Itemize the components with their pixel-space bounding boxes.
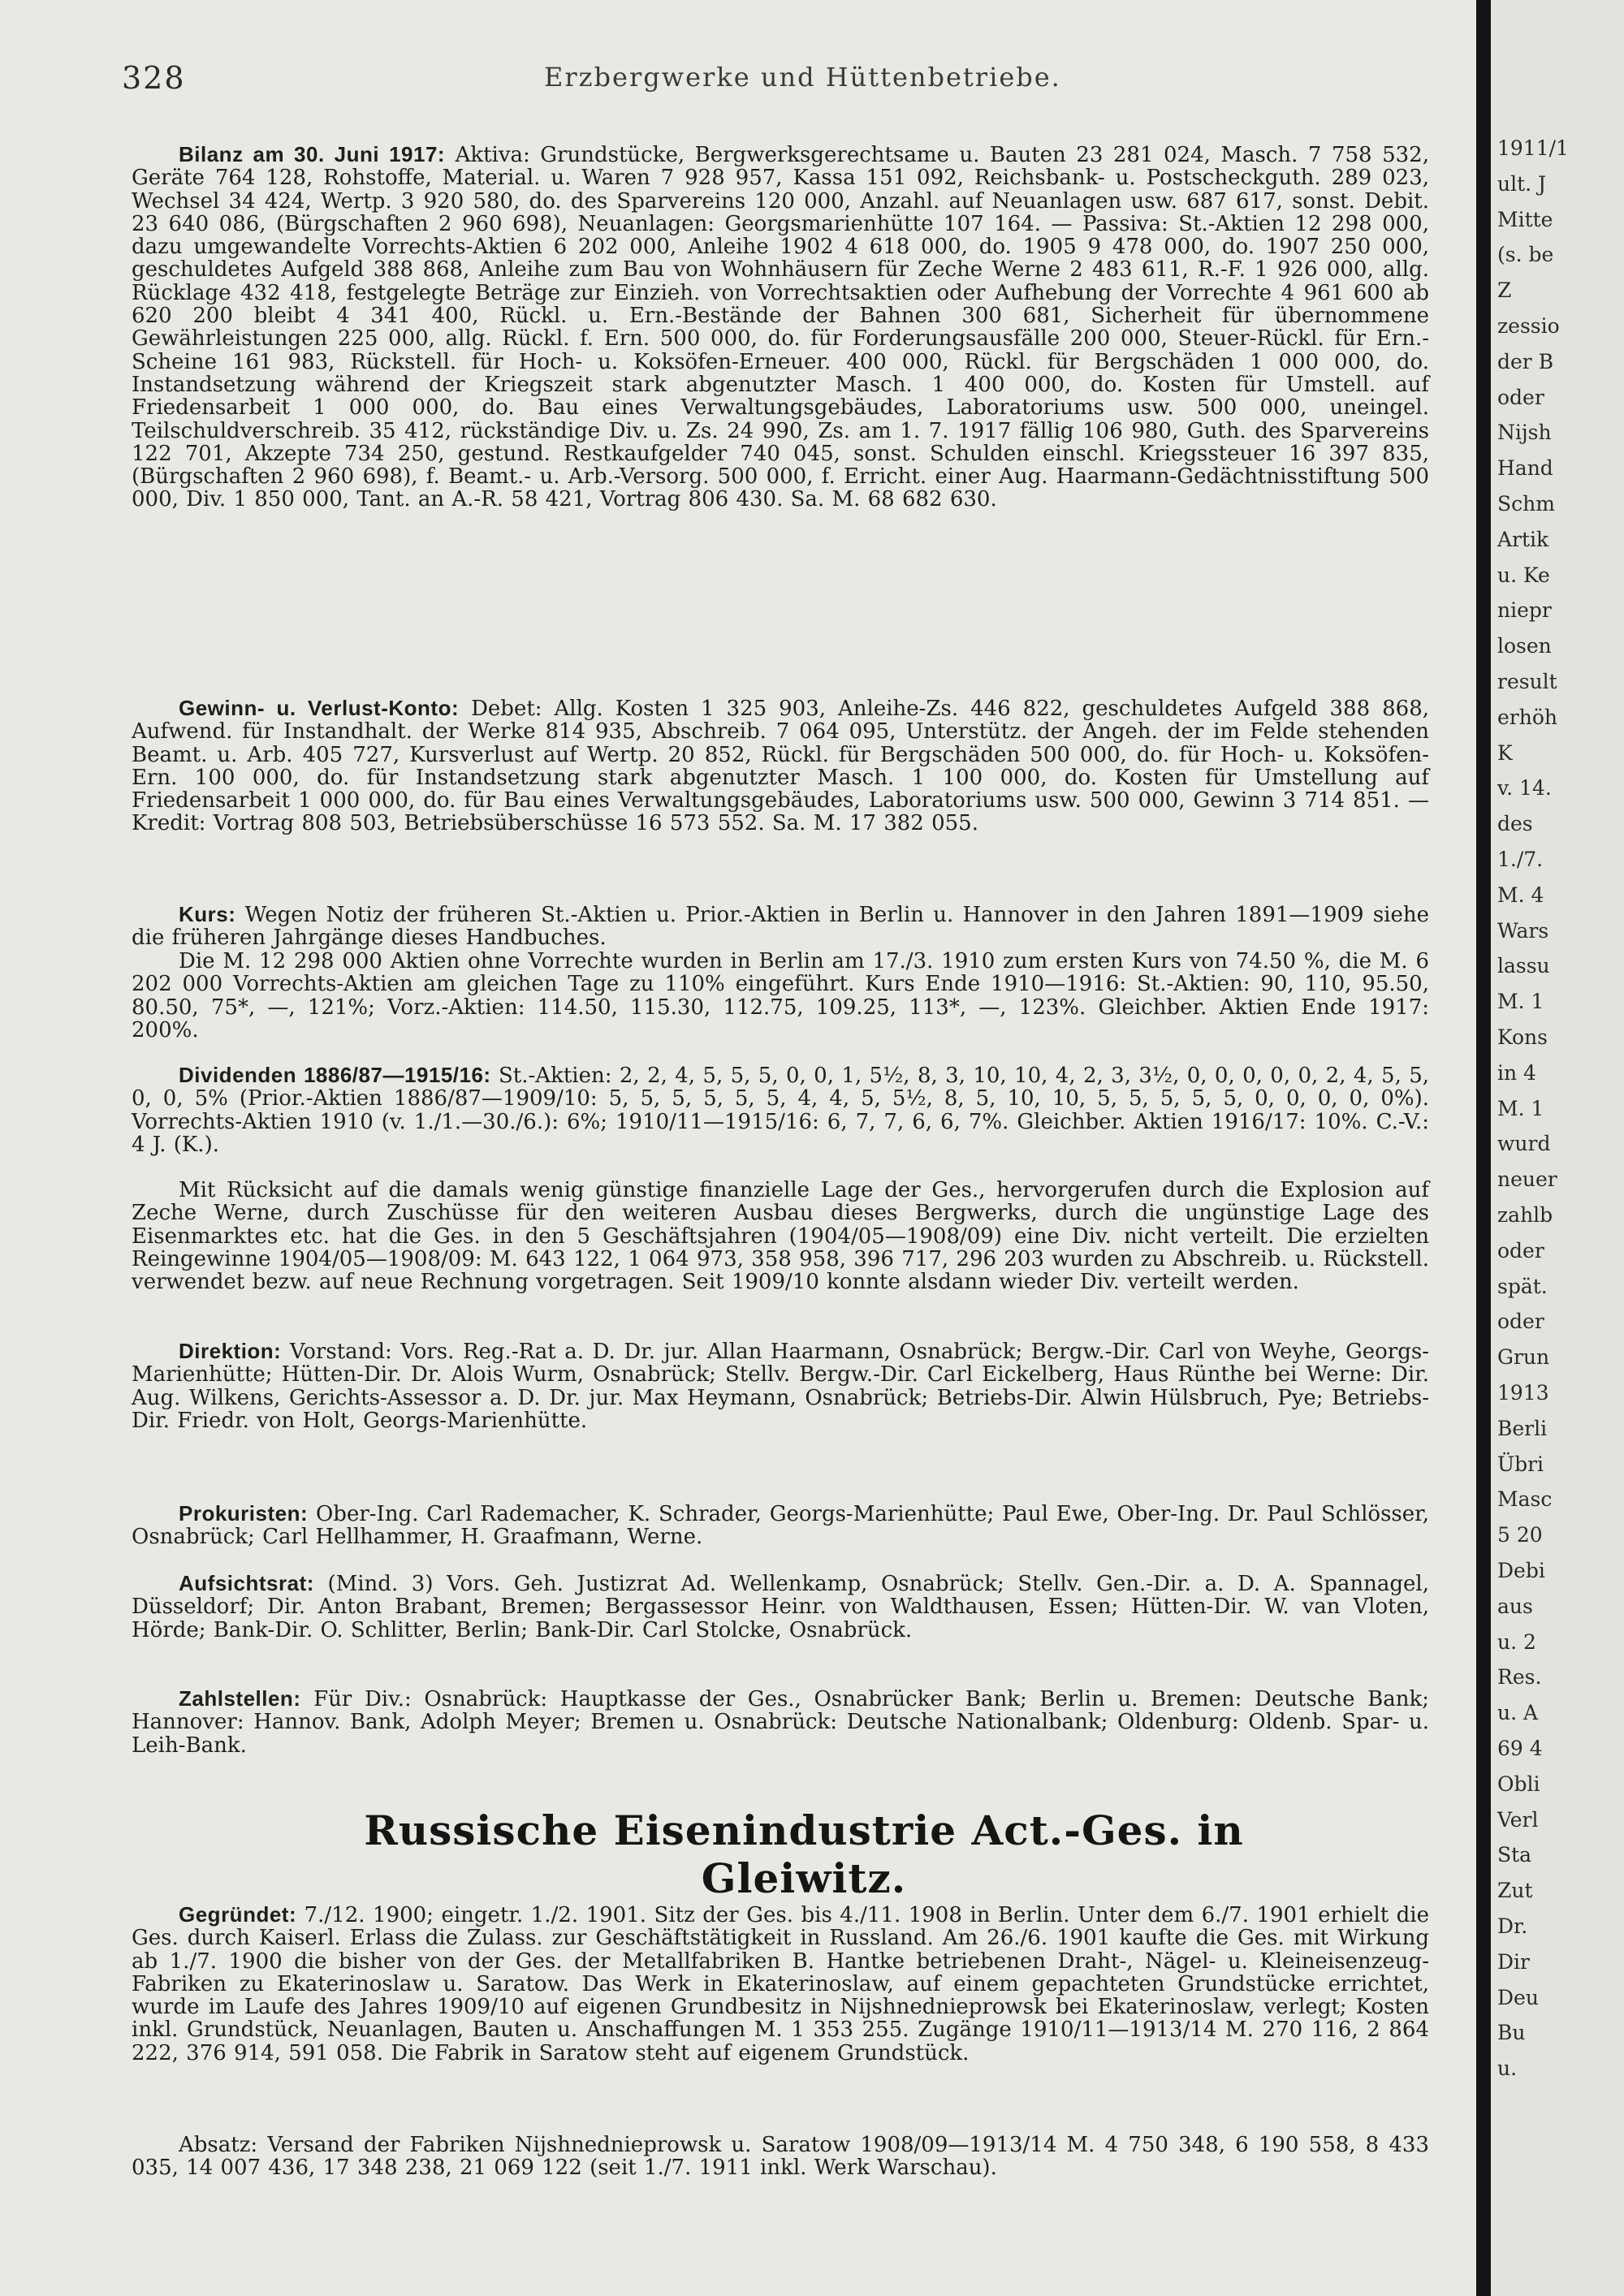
adjacent-page-fragment: Res. — [1497, 1665, 1542, 1689]
adjacent-page-fragment: losen — [1497, 634, 1552, 658]
adjacent-page-fragment: u. 2 — [1497, 1630, 1536, 1654]
adjacent-page-fragment: Zut — [1497, 1879, 1533, 1902]
adjacent-page-fragment: u. A — [1497, 1701, 1539, 1724]
direktion-paragraph — [132, 1340, 1429, 1432]
page-gutter-divider — [1476, 0, 1491, 2296]
adjacent-page-fragment: Schm — [1497, 492, 1555, 516]
adjacent-page-fragment: wurd — [1497, 1132, 1551, 1155]
gewinn-verlust-paragraph — [132, 697, 1429, 835]
adjacent-page-fragment: Mitte — [1497, 208, 1553, 231]
adjacent-page-fragment: Wars — [1497, 919, 1549, 943]
adjacent-page-fragment: ult. J — [1497, 172, 1547, 196]
adjacent-page-fragment: der B — [1497, 350, 1554, 373]
aufsichtsrat-paragraph — [132, 1572, 1429, 1642]
kurs-paragraph — [132, 903, 1429, 950]
gewinn-verlust-text: Debet: Allg. Kosten 1 325 903, Anleihe-Zs. 446 822, geschuldetes Aufgeld 388 868, Aufwend. für Instandhalt. der Werke 814 935, Abschreib. 7 064 095, Unterstütz. der Angeh. der im Felde stehenden Beamt. u. Arb. 405 727, Kursverlust auf Wertp. 20 852, Rückl. für Bergschäden 500 000, do. für Hoch- u. Koksöfen-Ern. 100 000, do. für Instandsetzung stark abgenutzter Masch. 1 100 000, do. Kosten für Umstellung auf Friedensarbeit 1 000 000, do. für Bau eines Verwaltungsgebäudes, Laboratoriums usw. 500 000, Gewinn 3 714 851. — Kredit: Vortrag 808 503, Betriebsüberschüsse 16 573 552. Sa. M. 17 382 055. — [132, 697, 1429, 836]
absatz-paragraph — [132, 2134, 1429, 2180]
aufsichtsrat-heading: Aufsichtsrat: — [179, 1571, 314, 1595]
adjacent-page-fragment: result — [1497, 670, 1557, 693]
adjacent-page-fragment: Obli — [1497, 1772, 1540, 1796]
adjacent-page-fragment: u. — [1497, 2056, 1518, 2080]
adjacent-page-fragment: 5 20 — [1497, 1523, 1543, 1547]
adjacent-page-fragment: neuer — [1497, 1167, 1557, 1191]
adjacent-page-fragment: Hand — [1497, 456, 1553, 480]
bilanz-paragraph — [132, 143, 1429, 511]
kurs-text: Wegen Notiz der früheren St.-Aktien u. Prior.-Aktien in Berlin u. Hannover in den Jahren 1891—1909 siehe die früheren Jahrgänge dieses Handbuches. — [132, 903, 1429, 951]
gewinn-verlust-heading: Gewinn- u. Verlust-Konto: — [179, 696, 460, 720]
dividenden-text: St.-Aktien: 2, 2, 4, 5, 5, 5, 0, 0, 1, 5½, 8, 3, 10, 10, 4, 2, 3, 3½, 0, 0, 0, 0, 0, 2, 4, 5, 5, 0, 0, 5% (Prior.-Aktien 1886/87—1909/10: 5, 5, 5, 5, 5, 5, 4, 4, 5, 5½, 8, 5, 10, 10, 5, 5, 5, 5, 5, 0, 0, 0, 0, 0%). Vorrechts-Aktien 1910 (v. 1./1.—30./6.): 6%; 1910/11—1915/16: 6, 7, 7, 6, 6, 7%. Gleichber. Aktien 1916/17: 10%. C.-V.: 4 J. (K.). — [132, 1064, 1430, 1157]
adjacent-page-fragment: niepr — [1497, 598, 1552, 622]
zahlstellen-heading: Zahlstellen: — [179, 1686, 301, 1711]
adjacent-page-fragment: Verl — [1497, 1808, 1539, 1832]
adjacent-page-fragment: oder — [1497, 386, 1544, 409]
kurs-details-paragraph — [132, 950, 1429, 1042]
adjacent-page-fragment: Z — [1497, 278, 1512, 302]
adjacent-page-fragment: 69 4 — [1497, 1737, 1543, 1760]
adjacent-page-fragment: Artik — [1497, 528, 1549, 551]
adjacent-page-fragment: K — [1497, 741, 1513, 765]
direktion-heading: Direktion: — [179, 1339, 282, 1363]
dividenden-heading: Dividenden 1886/87—1915/16: — [179, 1063, 491, 1087]
prokuristen-paragraph — [132, 1502, 1429, 1549]
prokuristen-heading: Prokuristen: — [179, 1501, 309, 1526]
dividenden-note-text: Mit Rücksicht auf die damals wenig günstige finanzielle Lage der Ges., hervorgerufen durch die Explosion auf Zeche Werne, durch Zuschüsse für den weiteren Ausbau dieses Bergwerks, durch die ungünstige Lage des Eisenmarktes etc. hat die Ges. in den 5 Geschäftsjahren (1904/05—1908/09) eine Div. nicht verteilt. Die erzielten Reingewinne 1904/05—1908/09: M. 643 122, 1 064 973, 358 958, 396 717, 296 203 wurden zu Abschreib. u. Rückstell. verwendet bezw. auf neue Rechnung vorgetragen. Seit 1909/10 konnte alsdann wieder Div. verteilt werden. — [132, 1178, 1429, 1295]
dividenden-paragraph — [132, 1064, 1429, 1156]
adjacent-page-fragment: M. 1 — [1497, 1097, 1544, 1120]
adjacent-page-edge — [1491, 0, 1624, 2296]
adjacent-page-fragment: Dr. — [1497, 1914, 1528, 1938]
adjacent-page-fragment: des — [1497, 812, 1533, 835]
company-title: Russische Eisenindustrie Act.-Ges. in Gleiwitz. — [364, 1806, 1244, 1902]
adjacent-page-fragment: 1913 — [1497, 1381, 1549, 1405]
running-head — [122, 60, 1429, 106]
dividenden-note-paragraph — [132, 1179, 1429, 1293]
adjacent-page-fragment: 1./7. — [1497, 848, 1544, 871]
kurs-heading: Kurs: — [179, 902, 236, 926]
adjacent-page-fragment: u. Ke — [1497, 563, 1550, 587]
adjacent-page-fragment: Deu — [1497, 1986, 1539, 2009]
kurs-details-text: Die M. 12 298 000 Aktien ohne Vorrechte wurden in Berlin am 17./3. 1910 zum ersten Kurs von 74.50 %, die M. 6 202 000 Vorrechts-Aktien am gleichen Tage zu 110% eingeführt. Kurs Ende 1910—1916: St.-Aktien: 90, 110, 95.50, 80.50, 75*, —, 121%; Vorz.-Aktien: 114.50, 115.30, 112.75, 109.25, 113*, —, 123%. Gleichber. Aktien Ende 1917: 200%. — [132, 949, 1429, 1042]
adjacent-page-fragment: Sta — [1497, 1843, 1532, 1867]
adjacent-page-fragment: erhöh — [1497, 706, 1557, 729]
adjacent-page-fragment: spät. — [1497, 1275, 1548, 1298]
absatz-text: Absatz: Versand der Fabriken Nijshnednieprowsk u. Saratow 1908/09—1913/14 M. 4 750 348, 6 190 558, 8 433 035, 14 007 436, 17 348 238, 21 069 122 (seit 1./7. 1911 inkl. Werk Warschau). — [132, 2133, 1429, 2181]
zahlstellen-text: Für Div.: Osnabrück: Hauptkasse der Ges., Osnabrücker Bank; Berlin u. Bremen: Deutsche Bank; Hannover: Hannov. Bank, Adolph Meyer; Bremen u. Osnabrück: Deutsche Nationalbank; Oldenburg: Oldenb. Spar- u. Leih-Bank. — [132, 1687, 1429, 1758]
direktion-text: Vorstand: Vors. Reg.-Rat a. D. Dr. jur. Allan Haarmann, Osnabrück; Bergw.-Dir. Carl von Weyhe, Georgs-Marienhütte; Hütten-Dir. Dr. Alois Wurm, Osnabrück; Stellv. Bergw.-Dir. Carl Eickelberg, Haus Rünthe bei Werne: Dir. Aug. Wilkens, Gerichts-Assessor a. D. Dr. jur. Max Heymann, Osnabrück; Betriebs-Dir. Alwin Hülsbruch, Pye; Betriebs-Dir. Friedr. von Holt, Georgs-Marienhütte. — [132, 1340, 1430, 1433]
adjacent-page-fragment: (s. be — [1497, 243, 1554, 266]
adjacent-page-fragment: Kons — [1497, 1025, 1548, 1049]
bilanz-heading: Bilanz am 30. Juni 1917: — [179, 142, 446, 166]
zahlstellen-paragraph — [132, 1687, 1429, 1757]
page-number: 328 — [122, 60, 186, 96]
adjacent-page-fragment: Dir — [1497, 1950, 1530, 1974]
gegruendet-paragraph — [132, 1903, 1429, 2065]
gegruendet-text: 7./12. 1900; eingetr. 1./2. 1901. Sitz der Ges. bis 4./11. 1908 in Berlin. Unter dem 6./7. 1901 erhielt die Ges. durch Kaiserl. Erlass die Zulass. zur Geschäftstätigkeit in Russland. Am 26./6. 1901 kaufte die Ges. mit Wirkung ab 1./7. 1900 die bisher von der Ges. der Metallfabriken B. Hantke betriebenen Draht-, Nägel- u. Kleineisenzeug-Fabriken zu Ekaterinoslaw u. Saratow. Das Werk in Ekaterinoslaw, auf einem gepachteten Grundstücke errichtet, wurde im Laufe des Jahres 1909/10 auf eigenen Grundbesitz in Nijshnednieprowsk bei Ekaterinoslaw, verlegt; Kosten inkl. Grundstück, Neuanlagen, Bauten u. Anschaffungen M. 1 353 255. Zugänge 1910/11—1913/14 M. 270 116, 2 864 222, 376 914, 591 058. Die Fabrik in Saratow steht auf eigenem Grundstück. — [132, 1903, 1429, 2065]
adjacent-page-fragment: oder — [1497, 1239, 1544, 1262]
adjacent-page-fragment: lassu — [1497, 954, 1550, 978]
adjacent-page-fragment: Übri — [1497, 1452, 1544, 1476]
adjacent-page-fragment: 1911/1 — [1497, 136, 1569, 160]
adjacent-page-fragment: in 4 — [1497, 1061, 1536, 1085]
adjacent-page-fragment: oder — [1497, 1310, 1544, 1333]
adjacent-page-fragment: Nijsh — [1497, 421, 1552, 444]
adjacent-page-fragment: zahlb — [1497, 1203, 1553, 1227]
adjacent-page-fragment: zessio — [1497, 314, 1560, 338]
bilanz-text: Aktiva: Grundstücke, Bergwerksgerechtsame u. Bauten 23 281 024, Masch. 7 758 532, Geräte 764 128, Rohstoffe, Material. u. Waren 7 928 957, Kassa 151 092, Reichsbank- u. Postscheckguth. 289 023, Wechsel 34 424, Wertp. 3 920 580, do. des Sparvereins 120 000, Anzahl. auf Neuanlagen usw. 687 617, sonst. Debit. 23 640 086, (Bürgschaften 2 960 698), Neuanlagen: Georgsmarienhütte 107 164. — Passiva: St.-Aktien 12 298 000, dazu umgewandelte Vorrechts-Aktien 6 202 000, Anleihe 1902 4 618 000, do. 1905 9 478 000, do. 1907 250 000, geschuldetes Aufgeld 388 868, Anleihe zum Bau von Wohnhäusern für Zeche Werne 2 483 611, R.-F. 1 926 000, allg. Rücklage 432 418, festgelegte Beträge zur Einzieh. von Vorrechtsaktien oder Aufhebung der Vorrechte 4 961 600 ab 620 200 bleibt 4 341 400, Rückl. u. Ern.-Bestände der Bahnen 300 681, Sicherheit für übernommene Gewährleistungen 225 000, allg. Rückl. f. Ern. 500 000, do. für Forderungsausfälle 200 000, Steuer-Rückl. für Ern.-Scheine 161 983, Rückstell. für Hoch- u. Koksöfen-Erneuer. 400 000, Rückl. für Bergschäden 1 000 000, do. Instandsetzung während der Kriegszeit stark abgenutzter Masch. 1 400 000, do. Kosten für Umstell. auf Friedensarbeit 1 000 000, do. Bau eines Verwaltungsgebäudes, Laboratoriums usw. 500 000, uneingel. Teilschuldverschreib. 35 412, rückständige Div. u. Zs. 24 990, Zs. am 1. 7. 1917 fällig 106 980, Guth. des Sparvereins 122 701, Akzepte 734 250, gestund. Restkaufgelder 740 045, sonst. Schulden einschl. Kriegssteuer 16 397 835, (Bürgschaften 2 960 698), f. Beamt.- u. Arb.-Versorg. 500 000, f. Erricht. einer Aug. Haarmann-Gedächtnisstiftung 500 000, Div. 1 850 000, Tant. an A.-R. 58 421, Vortrag 806 430. Sa. M. 68 682 630. — [132, 143, 1429, 512]
adjacent-page-fragment: Bu — [1497, 2021, 1526, 2044]
adjacent-page-fragment: M. 1 — [1497, 990, 1544, 1013]
adjacent-page-fragment: v. 14. — [1497, 776, 1552, 800]
adjacent-page-fragment: Debi — [1497, 1559, 1545, 1582]
prokuristen-text: Ober-Ing. Carl Rademacher, K. Schrader, Georgs-Marienhütte; Paul Ewe, Ober-Ing. Dr. Paul Schlösser, Osnabrück; Carl Hellhammer, H. Graafmann, Werne. — [132, 1502, 1429, 1550]
gegruendet-heading: Gegründet: — [179, 1902, 297, 1927]
aufsichtsrat-text: (Mind. 3) Vors. Geh. Justizrat Ad. Wellenkamp, Osnabrück; Stellv. Gen.-Dir. a. D. A. Spannagel, Düsseldorf; Dir. Anton Brabant, Bremen; Bergassessor Heinr. von Waldthausen, Essen; Hütten-Dir. W. van Vloten, Hörde; Bank-Dir. O. Schlitter, Berlin; Bank-Dir. Carl Stolcke, Osnabrück. — [132, 1572, 1430, 1642]
adjacent-page-fragment: aus — [1497, 1595, 1533, 1618]
adjacent-page-fragment: Berli — [1497, 1417, 1548, 1440]
adjacent-page-fragment: Masc — [1497, 1487, 1553, 1511]
adjacent-page-fragment: Grun — [1497, 1345, 1550, 1369]
running-title: Erzbergwerke und Hüttenbetriebe. — [544, 62, 1061, 93]
adjacent-page-fragment: M. 4 — [1497, 883, 1544, 907]
